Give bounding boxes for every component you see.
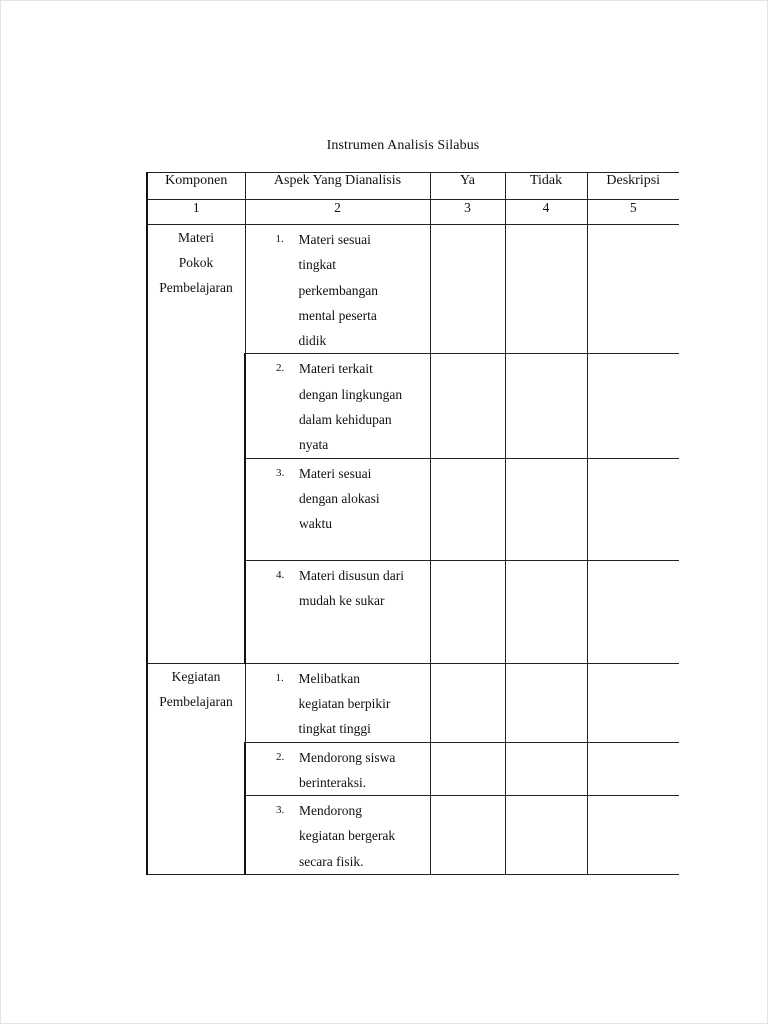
ya-cell <box>430 560 505 663</box>
aspect-cell <box>245 742 430 796</box>
tidak-cell <box>505 742 587 796</box>
deskripsi-cell <box>587 458 679 560</box>
component-cell <box>147 663 245 874</box>
aspect-cell <box>245 458 430 560</box>
aspect-cell <box>245 354 430 458</box>
column-number: 4 <box>505 200 587 225</box>
aspect-text: tingkat <box>298 257 336 273</box>
ya-cell <box>430 796 505 875</box>
aspect-text: dengan lingkungan <box>299 386 403 402</box>
component-cell <box>147 225 245 664</box>
aspect-text: waktu <box>299 516 332 532</box>
aspect-cell <box>245 796 430 875</box>
aspect-text: Materi disusun dari <box>299 567 404 583</box>
item-number: 4. <box>276 568 285 581</box>
aspect-cell <box>245 663 430 742</box>
item-number: 1. <box>275 671 284 684</box>
aspect-text: mental peserta <box>298 307 377 323</box>
item-number: 2. <box>276 750 285 763</box>
tidak-cell <box>505 560 587 663</box>
aspect-text: Mendorong siswa <box>299 749 396 765</box>
aspect-text: Materi sesuai <box>299 465 372 481</box>
header-aspek: Aspek Yang Dianalisis <box>245 173 430 200</box>
tidak-cell <box>505 796 587 875</box>
aspect-text: Mendorong <box>299 803 362 819</box>
ya-cell <box>430 663 505 742</box>
aspect-text: dalam kehidupan <box>299 412 392 428</box>
aspect-text: kegiatan bergerak <box>299 828 396 844</box>
deskripsi-cell <box>587 225 679 354</box>
aspect-cell <box>245 560 430 663</box>
column-number-row <box>147 200 679 225</box>
aspect-text: didik <box>298 333 327 349</box>
ya-cell <box>430 354 505 458</box>
tidak-cell <box>505 354 587 458</box>
ya-cell <box>430 742 505 796</box>
header-row <box>147 173 679 200</box>
aspect-text: kegiatan berpikir <box>298 695 391 711</box>
deskripsi-cell <box>587 663 679 742</box>
aspect-text: perkembangan <box>298 282 378 298</box>
header-komponen: Komponen <box>147 173 245 200</box>
aspect-text: mudah ke sukar <box>299 592 385 608</box>
component-label: Pembelajaran <box>159 693 233 709</box>
component-label: Materi <box>178 230 214 245</box>
column-number: 3 <box>430 200 505 225</box>
table-row <box>147 663 679 742</box>
deskripsi-cell <box>587 742 679 796</box>
column-number: 2 <box>245 200 430 225</box>
component-label: Pembelajaran <box>159 280 233 295</box>
aspect-text: tingkat tinggi <box>298 721 371 737</box>
column-number: 1 <box>147 200 245 225</box>
table-row <box>147 225 679 354</box>
item-number: 3. <box>276 466 285 479</box>
tidak-cell <box>505 663 587 742</box>
header-tidak: Tidak <box>505 173 587 200</box>
item-number: 2. <box>276 362 285 375</box>
aspect-text: dengan alokasi <box>299 490 380 506</box>
aspect-text: Materi terkait <box>299 361 373 377</box>
ya-cell <box>430 225 505 354</box>
aspect-text: Materi sesuai <box>298 232 371 247</box>
item-number: 1. <box>275 233 284 245</box>
document-title: Instrumen Analisis Silabus <box>326 138 480 153</box>
deskripsi-cell <box>587 354 679 458</box>
deskripsi-cell <box>587 560 679 663</box>
aspect-text: secara fisik. <box>299 853 364 869</box>
aspect-text: berinteraksi. <box>299 774 367 790</box>
item-number: 3. <box>276 804 285 817</box>
column-number: 5 <box>587 200 679 225</box>
tidak-cell <box>505 458 587 560</box>
header-ya: Ya <box>430 173 505 200</box>
ya-cell <box>430 458 505 560</box>
header-deskripsi: Deskripsi <box>587 173 679 200</box>
aspect-text: Melibatkan <box>298 670 360 686</box>
deskripsi-cell <box>587 796 679 875</box>
tidak-cell <box>505 225 587 354</box>
aspect-text: nyata <box>299 437 329 453</box>
component-label: Kegiatan <box>171 668 221 684</box>
analysis-table <box>146 172 679 875</box>
component-label: Pokok <box>178 255 214 270</box>
aspect-cell <box>245 225 430 354</box>
